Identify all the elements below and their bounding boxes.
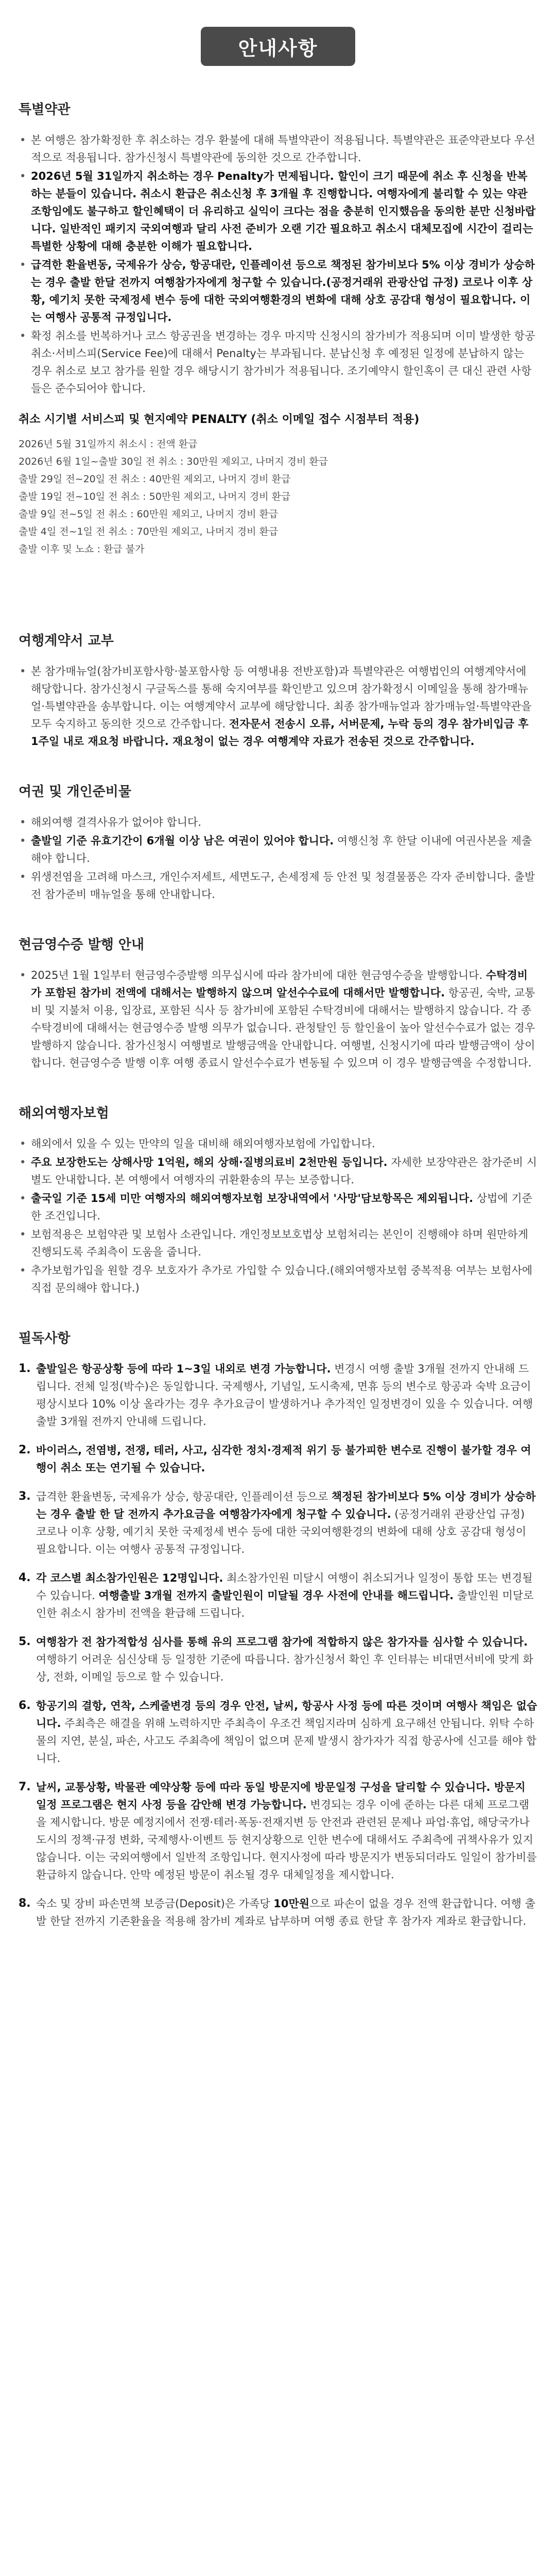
item-text: 자세한 보장약관은 참가준비 시 별도 안내합니다. 본 여행에서 여행자의 귀환환송의 무는 보증합니다. bbox=[31, 1156, 537, 1186]
item-number: 6. bbox=[19, 1699, 31, 1712]
item-text: 보험적용은 보험약관 및 보험사 소관입니다. 개인정보보호법상 보험처리는 본인이 진행해야 하며 원만하게 진행되도록 주최측이 도움을 줍니다. bbox=[31, 1228, 529, 1258]
special-terms-list bbox=[19, 131, 537, 397]
item-text: 변경시 여행 출발 3개월 전까지 안내해 드립니다. 전체 일정(박수)은 동일합니다. 국제행사, 기념일, 도시축제, 면휴 등의 변수로 항공과 숙박 요금이 평상시보다 10% 이상 올라가는 경우 추가요금이 발생하거나 추가적인 일정변경이 있을 수 있습니다. 여행출발 3개월 전까지 안내해 드립니다. bbox=[36, 1363, 533, 1428]
item-number: 7. bbox=[19, 1781, 31, 1793]
list-item bbox=[19, 327, 537, 397]
item-text: 으로 파손이 없을 경우 전액 환급합니다. 여행 출발 한달 전까지 기존환율을 적용해 참가비 계좌로 납부하며 여행 종료 한달 후 참가자 계좌로 환급합니다. bbox=[36, 1897, 535, 1927]
penalty-title: 취소 시기별 서비스피 및 현지예약 PENALTY (취소 이메일 접수 시점부터 적용) bbox=[19, 413, 420, 426]
insurance-list bbox=[19, 1135, 537, 1297]
section-notice bbox=[19, 1328, 537, 1930]
list-item bbox=[19, 1154, 537, 1189]
penalty-line: 2026년 5월 31일까지 취소시 : 전액 환급 bbox=[19, 438, 198, 450]
item-bold-text: 여행출발 3개월 전까지 출발인원이 미달될 경우 사전에 안내를 해드립니다. bbox=[98, 1589, 454, 1602]
list-item bbox=[19, 1262, 537, 1297]
item-number: 1. bbox=[19, 1362, 31, 1375]
item-text: 위생전염을 고려해 마스크, 개인수저세트, 세면도구, 손세정제 등 안전 및 청결물품은 각자 준비합니다. 출발 전 참가준비 매뉴얼을 통해 안내합니다. bbox=[31, 871, 535, 901]
list-item bbox=[19, 832, 537, 867]
item-text: 추가보험가입을 원할 경우 보호자가 추가로 가입할 수 있습니다.(해외여행자보험 중복적용 여부는 보험사에 직접 문의해야 합니다.) bbox=[31, 1264, 533, 1294]
penalty-line: 2026년 6월 1일~출발 30일 전 취소 : 30만원 제외고, 나머지 경비 환급 bbox=[19, 456, 328, 467]
list-item bbox=[19, 868, 537, 903]
item-bold-text: 전자문서 전송시 오류, 서버문제, 누락 등의 경우 참가비입금 후 1주일 내로 재요청 바랍니다. 재요청이 없는 경우 여행계약 자료가 전송된 것으로 간주합니다. bbox=[31, 718, 529, 748]
item-text: 확정 취소를 번복하거나 코스 항공권을 변경하는 경우 마지막 신청시의 참가비가 적용되며 이미 발생한 항공취소·서비스피(Service Fee)에 대해서 Penalty는 부과됩니다. 분납신청 후 예정된 일정에 분납하지 않는 경우 취소로 보고 참가를 원할 경우 해당시기 참가비가 적용됩니다. 조기예약시 할인혹이 큰 대신 관련 사항들은 준수되어야 합니다. bbox=[31, 330, 535, 395]
penalty-block bbox=[19, 412, 537, 558]
item-bold-text: 10만원 bbox=[273, 1897, 310, 1910]
item-bold-text: 수탁경비가 포함된 참가비 전액에 대해서는 발행하지 않으며 알선수수료에 대해서만 발행합니다. bbox=[31, 969, 528, 999]
item-text: 본 여행은 참가확정한 후 취소하는 경우 환불에 대해 특별약관이 적용됩니다. 특별약관은 표준약관보다 우선적으로 적용됩니다. 참가신청시 특별약관에 동의한 것으로 간주합니다. bbox=[31, 134, 535, 164]
list-item bbox=[19, 967, 537, 1072]
item-text: 해외에서 있을 수 있는 만약의 일을 대비해 해외여행자보험에 가입합니다. bbox=[31, 1138, 375, 1150]
list-item bbox=[19, 256, 537, 326]
item-text: 여행하기 어려운 심신상태 등 일정한 기준에 따릅니다. 참가신청서 확인 후 인터뷰는 비대면서비에 맞게 화상, 전화, 이메일 등으로 할 수 있습니다. bbox=[36, 1653, 533, 1683]
item-bold-text: 주요 보장한도는 상해사망 1억원, 해외 상해·질병의료비 2천만원 등입니다. bbox=[31, 1156, 388, 1168]
item-bold-text: 날씨, 교통상황, 박물관 예약상황 등에 따라 동일 방문지에 방문일정 구성을 달리할 수 있습니다. 방문지 일정 프로그램은 현지 사정 등을 감안해 변경 가능합니다. bbox=[36, 1781, 526, 1811]
item-text: 숙소 및 장비 파손면책 보증금(Deposit)은 가족당 bbox=[36, 1897, 274, 1910]
list-item bbox=[19, 167, 537, 255]
item-text: 항공권, 숙박, 교통비 및 지불처 이용, 입장료, 포함된 식사 등 참가비에 포함된 수탁경비에 대해서는 발행하지 않습니다. 각 종 수탁경비에 대해서는 현금영수증 발행 의무가 없습니다. 관청탈인 등 할인율이 높아 알선수수료가 없는 경우 발행하지 않습니다. 참가신청시 여행별로 발행금액을 안내합니다. 여행별, 신청시기에 따라 발행금액이 상이합니다. 현금영수증 발행 이후 여행 종료시 알선수수료가 변동될 수 있으며 이 경우 발행금액을 수정합니다. bbox=[31, 987, 535, 1069]
item-bold-text: 바이러스, 전염병, 전쟁, 테러, 사고, 심각한 정치·경제적 위기 등 불가피한 변수로 진행이 불가할 경우 여행이 취소 또는 연기될 수 있습니다. bbox=[36, 1444, 531, 1474]
section-title: 현금영수증 발행 안내 bbox=[19, 937, 145, 953]
item-text: 급격한 환율변동, 국제유가 상승, 항공대란, 인플레이션 등으로 bbox=[36, 1490, 332, 1503]
section-receipt bbox=[19, 934, 537, 1072]
section-insurance bbox=[19, 1103, 537, 1297]
item-text: 해외여행 결격사유가 없어야 합니다. bbox=[31, 816, 201, 828]
list-item bbox=[19, 1778, 537, 1884]
item-bold-text: 출발일 기준 유효기간이 6개월 이상 남은 여권이 있어야 합니다. bbox=[31, 835, 334, 847]
item-bold-text: 항공기의 결항, 연착, 스케줄변경 등의 경우 안전, 날씨, 항공사 사정 등에 따른 것이며 여행사 책임은 없습니다. bbox=[36, 1700, 537, 1730]
header bbox=[19, 0, 537, 81]
item-text: 주최측은 해결을 위해 노력하지만 주최측이 우조건 책임지라며 심하게 요구해선 안됩니다. 위탁 수하물의 지연, 분실, 파손, 사고도 주최측에 책임이 없으며 문제 발생시 참가자가 직접 항공사에 신고를 해야 합니다. bbox=[36, 1717, 537, 1765]
item-text: 최소참가인원 미달시 여행이 취소되거나 일정이 통합 또는 변경될 수 있습니다. bbox=[36, 1572, 533, 1602]
item-text: 여행신청 후 한달 이내에 여권사본을 제출해야 합니다. bbox=[31, 835, 532, 865]
section-title: 해외여행자보험 bbox=[19, 1106, 109, 1121]
list-item bbox=[19, 1895, 537, 1930]
item-text: 변경되는 경우 이에 준하는 다른 대체 프로그램을 제시합니다. 방문 예정지에서 전쟁·테러·폭동·전재지변 등 안전과 관련된 문제나 파업·휴업, 해당국가나 도시의 정책·규정 변화, 국제행사·이벤트 등 현지상황으로 인한 변수에 대해서도 주최측에 귀책사유가 있지 않습니다. 이는 국외여행에서 일반적 조항입니다. 현지사정에 따라 방문지가 변동되더라도 일일이 참가비를 환급하지 않습니다. 안막 예정된 방문이 취소될 경우 대체일정을 제시합니다. bbox=[36, 1799, 537, 1881]
list-item bbox=[19, 1360, 537, 1430]
travel-contract-list bbox=[19, 663, 537, 750]
item-bold-text: 출발일은 항공상황 등에 따라 1~3일 내외로 변경 가능합니다. bbox=[36, 1363, 331, 1375]
item-number: 2. bbox=[19, 1444, 31, 1456]
item-text: 상법에 기준한 조건입니다. bbox=[31, 1192, 532, 1222]
item-text: 본 참가매뉴얼(참가비포함사항·불포함사항 등 여행내용 전반포함)과 특별약관은 여행법인의 여행계약서에 해당합니다. 참가신청시 구글독스를 통해 숙지여부를 확인받고 있으며 참가확정시 이메일을 통해 참가매뉴얼·특별약관을 송부합니다. 이는 여행계약서 교부에 해당합니다. 최종 참가매뉴얼과 참가매뉴얼·특별약관을 모두 숙지하고 동의한 것으로 간주합니다. bbox=[31, 665, 532, 730]
penalty-line: 출발 29일 전~20일 전 취소 : 40만원 제외고, 나머지 경비 환급 bbox=[19, 473, 291, 485]
penalty-line: 출발 이후 및 노쇼 : 환급 불가 bbox=[19, 544, 145, 555]
notice-list bbox=[19, 1360, 537, 1930]
list-item bbox=[19, 1190, 537, 1225]
item-text: 출발인원 미달로 인한 취소시 참가비 전액을 환급해 드립니다. bbox=[36, 1589, 534, 1619]
section-title: 여권 및 개인준비물 bbox=[19, 784, 132, 800]
list-item bbox=[19, 131, 537, 166]
section-special-terms bbox=[19, 99, 537, 558]
section-passport bbox=[19, 781, 537, 903]
penalty-line: 출발 4일 전~1일 전 취소 : 70만원 제외고, 나머지 경비 환급 bbox=[19, 526, 279, 537]
item-number: 8. bbox=[19, 1897, 31, 1910]
page-title: 안내사항 bbox=[201, 27, 355, 66]
item-bold-text: 출국일 기준 15세 미만 여행자의 해외여행자보험 보장내역에서 '사망'담보항목은 제외됩니다. bbox=[31, 1192, 474, 1205]
section-travel-contract bbox=[19, 630, 537, 750]
list-item bbox=[19, 1633, 537, 1686]
list-item bbox=[19, 814, 537, 831]
section-title: 여행계약서 교부 bbox=[19, 633, 114, 649]
item-bold-text: 급격한 환율변동, 국제유가 상승, 항공대란, 인플레이션 등으로 책정된 참가비보다 5% 이상 경비가 상승하는 경우 출발 한달 전까지 여행참가자에게 청구할 수 있습니다.(공정거래위 관광산업 규정) 코로나 이후 상황, 예기치 못한 국제정세 변수 등에 대한 국외여행환경의 변화에 대해 상호 공감대 형성이 필요합니다. 이는 여행사 공통적 규정입니다. bbox=[31, 259, 535, 324]
item-number: 5. bbox=[19, 1635, 31, 1648]
list-item bbox=[19, 1697, 537, 1767]
penalty-line: 출발 19일 전~10일 전 취소 : 50만원 제외고, 나머지 경비 환급 bbox=[19, 491, 291, 502]
section-title: 특별약관 bbox=[19, 102, 71, 117]
list-item bbox=[19, 1135, 537, 1153]
penalty-line: 출발 9일 전~5일 전 취소 : 60만원 제외고, 나머지 경비 환급 bbox=[19, 509, 279, 520]
item-bold-text: 책정된 참가비보다 5% 이상 경비가 상승하는 경우 출발 한 달 전까지 추가요금을 여행참가자에게 청구할 수 있습니다. bbox=[36, 1490, 536, 1520]
list-item bbox=[19, 1569, 537, 1622]
item-bold-text: 여행참가 전 참가적합성 심사를 통해 유의 프로그램 참가에 적합하지 않은 참가자를 심사할 수 있습니다. bbox=[36, 1636, 528, 1648]
list-item bbox=[19, 1488, 537, 1558]
item-text: 2025년 1월 1일부터 현금영수증발행 의무십시에 따라 참가비에 대한 현금영수증을 발행합니다. bbox=[31, 969, 486, 981]
section-title: 필독사항 bbox=[19, 1331, 71, 1346]
item-bold-text: 2026년 5월 31일까지 취소하는 경우 Penalty가 면제됩니다. 할인이 크기 때문에 취소 후 신청을 반복하는 분들이 있습니다. 취소시 환급은 취소신청 후 3개월 후 진행합니다. 여행자에게 불리할 수 있는 약관 조항임에도 불구하고 할인혜택이 더 유리하고 실익이 크다는 점을 충분히 인지했음을 동의한 분만 신청바랍니다. 일반적인 패키지 국외여행과 달리 사전 준비가 오랜 기간 필요하고 취소시 대체모집에 시간이 걸리는 특별한 상황에 대해 충분한 이해가 필요합니다. bbox=[31, 170, 536, 252]
passport-list bbox=[19, 814, 537, 903]
item-number: 3. bbox=[19, 1490, 31, 1503]
list-item bbox=[19, 663, 537, 750]
item-number: 4. bbox=[19, 1571, 31, 1584]
item-text: (공정거래위 관광산업 규정) 코로나 이후 상황, 예기치 못한 국제정세 변수 등에 대한 국외여행환경의 변화에 대해 상호 공감대 형성이 필요합니다. 이는 여행사 공통적 규정입니다. bbox=[36, 1508, 527, 1555]
list-item bbox=[19, 1226, 537, 1261]
item-bold-text: 각 코스별 최소참가인원은 12명입니다. bbox=[36, 1572, 223, 1584]
receipt-list bbox=[19, 967, 537, 1072]
list-item bbox=[19, 1442, 537, 1477]
